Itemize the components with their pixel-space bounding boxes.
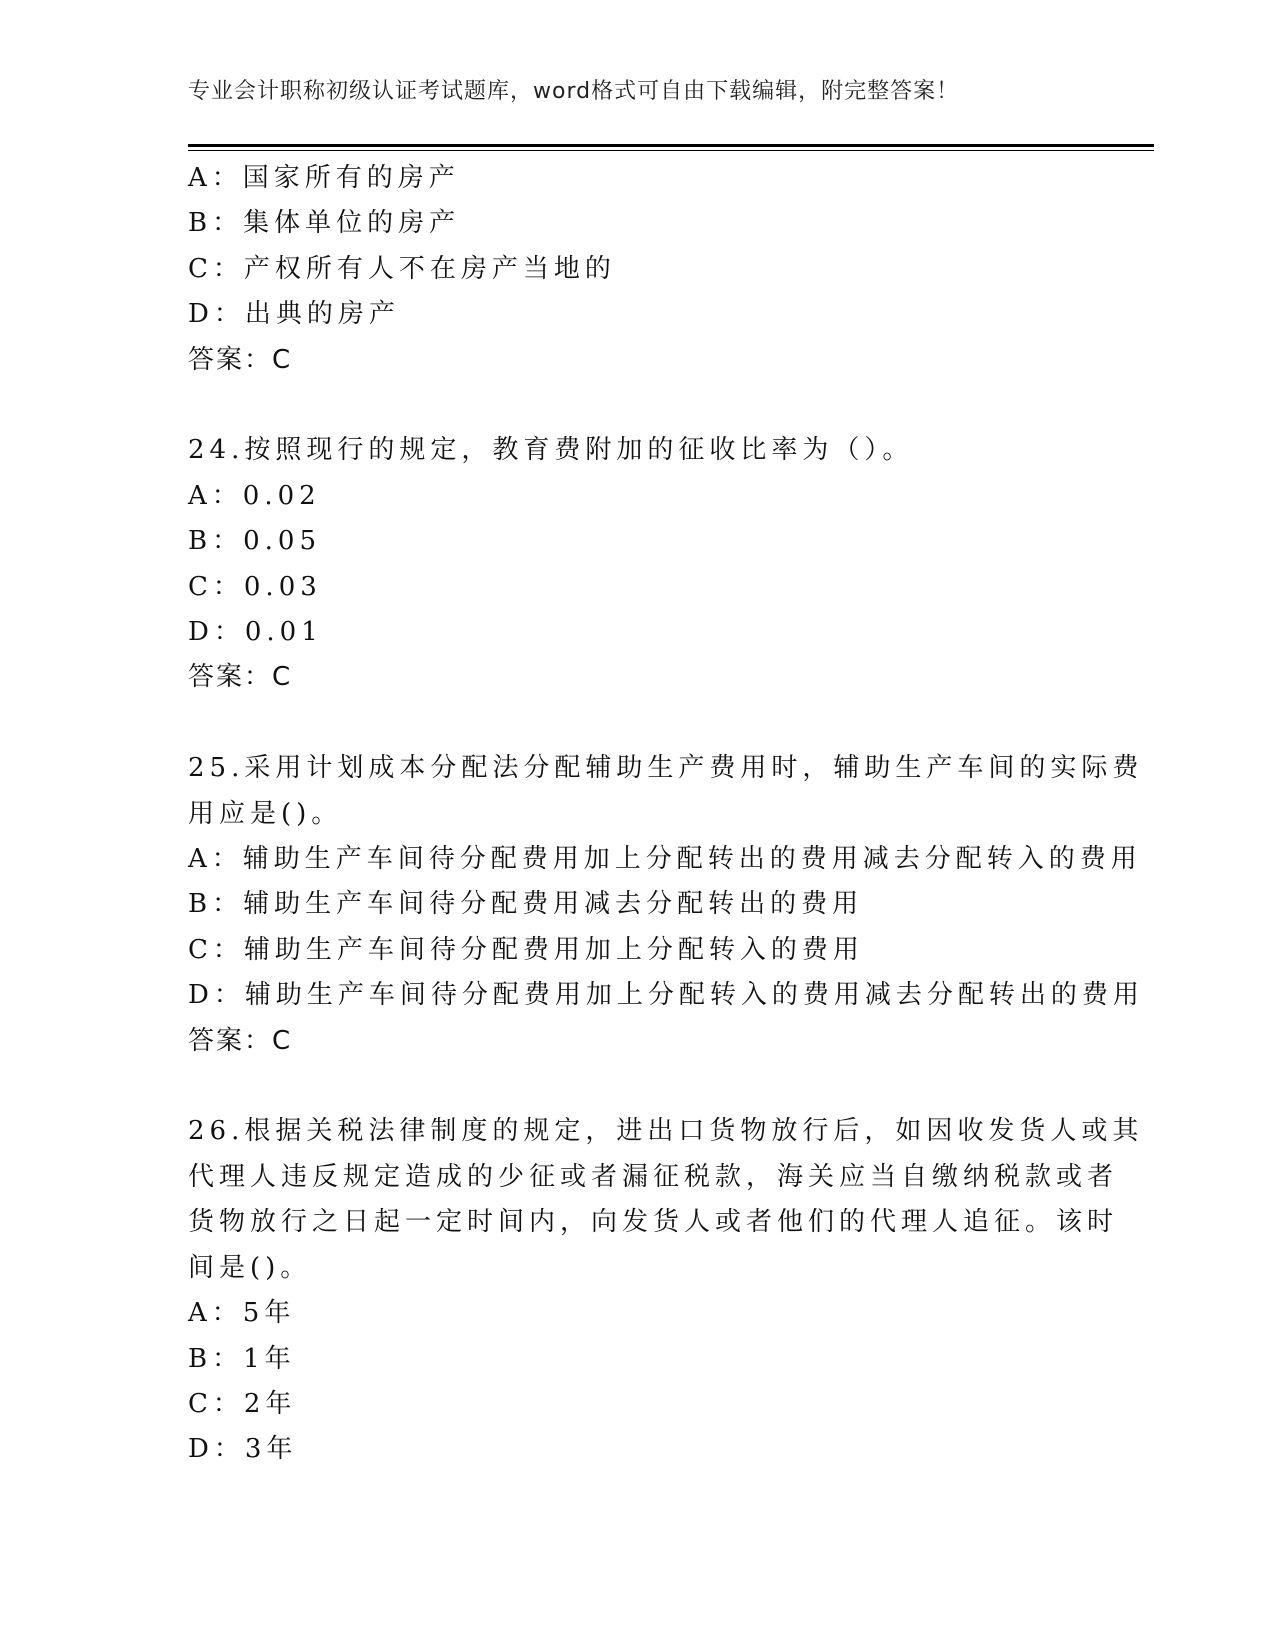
option-d: D：0.01 — [188, 617, 323, 648]
option-a: A：辅助生产车间待分配费用加上分配转出的费用减去分配转入的费用 — [188, 844, 1142, 875]
option-a: A：5年 — [188, 1298, 296, 1329]
option-d: D：3年 — [188, 1434, 298, 1465]
spacer — [188, 383, 1088, 428]
spacer — [188, 701, 1088, 746]
header-rule-thin — [188, 150, 1154, 151]
question-25-text-line: 25.采用计划成本分配法分配辅助生产费用时，辅助生产车间的实际费 — [188, 753, 1144, 784]
answer-line: 答案：C — [188, 662, 293, 693]
question-26-text-line: 代理人违反规定造成的少征或者漏征税款，海关应当自缴纳税款或者 — [188, 1161, 1119, 1192]
page-header: 专业会计职称初级认证考试题库，word格式可自由下载编辑，附完整答案！ — [188, 79, 960, 104]
option-b: B：1年 — [188, 1343, 296, 1374]
question-24-text: 24.按照现行的规定，教育费附加的征收比率为（）。 — [188, 435, 914, 466]
option-b: B：0.05 — [188, 526, 321, 557]
option-b: B：集体单位的房产 — [188, 208, 461, 239]
option-a: A：国家所有的房产 — [188, 163, 460, 193]
option-c: C：产权所有人不在房产当地的 — [188, 253, 616, 284]
question-25-text-line: 用应是()。 — [188, 798, 343, 829]
option-c: C：辅助生产车间待分配费用加上分配转入的费用 — [188, 934, 864, 965]
answer-line: 答案：C — [188, 1025, 293, 1056]
answer-line: 答案：C — [188, 344, 293, 375]
option-d: D：辅助生产车间待分配费用加上分配转入的费用减去分配转出的费用 — [188, 980, 1144, 1011]
spacer — [188, 1064, 1088, 1109]
header-rule-thick — [188, 144, 1154, 147]
option-c: C：0.03 — [188, 571, 322, 602]
option-d: D：出典的房产 — [188, 299, 400, 330]
question-26-text-line: 间是()。 — [188, 1252, 312, 1283]
option-b: B：辅助生产车间待分配费用减去分配转出的费用 — [188, 889, 864, 920]
question-26-text-line: 26.根据关税法律制度的规定，进出口货物放行后，如因收发货人或其 — [188, 1116, 1144, 1147]
question-26-text-line: 货物放行之日起一定时间内，向发货人或者他们的代理人追征。该时 — [188, 1207, 1119, 1238]
option-a: A：0.02 — [188, 480, 321, 511]
question-content — [188, 156, 1144, 1473]
option-c: C：2年 — [188, 1388, 297, 1419]
